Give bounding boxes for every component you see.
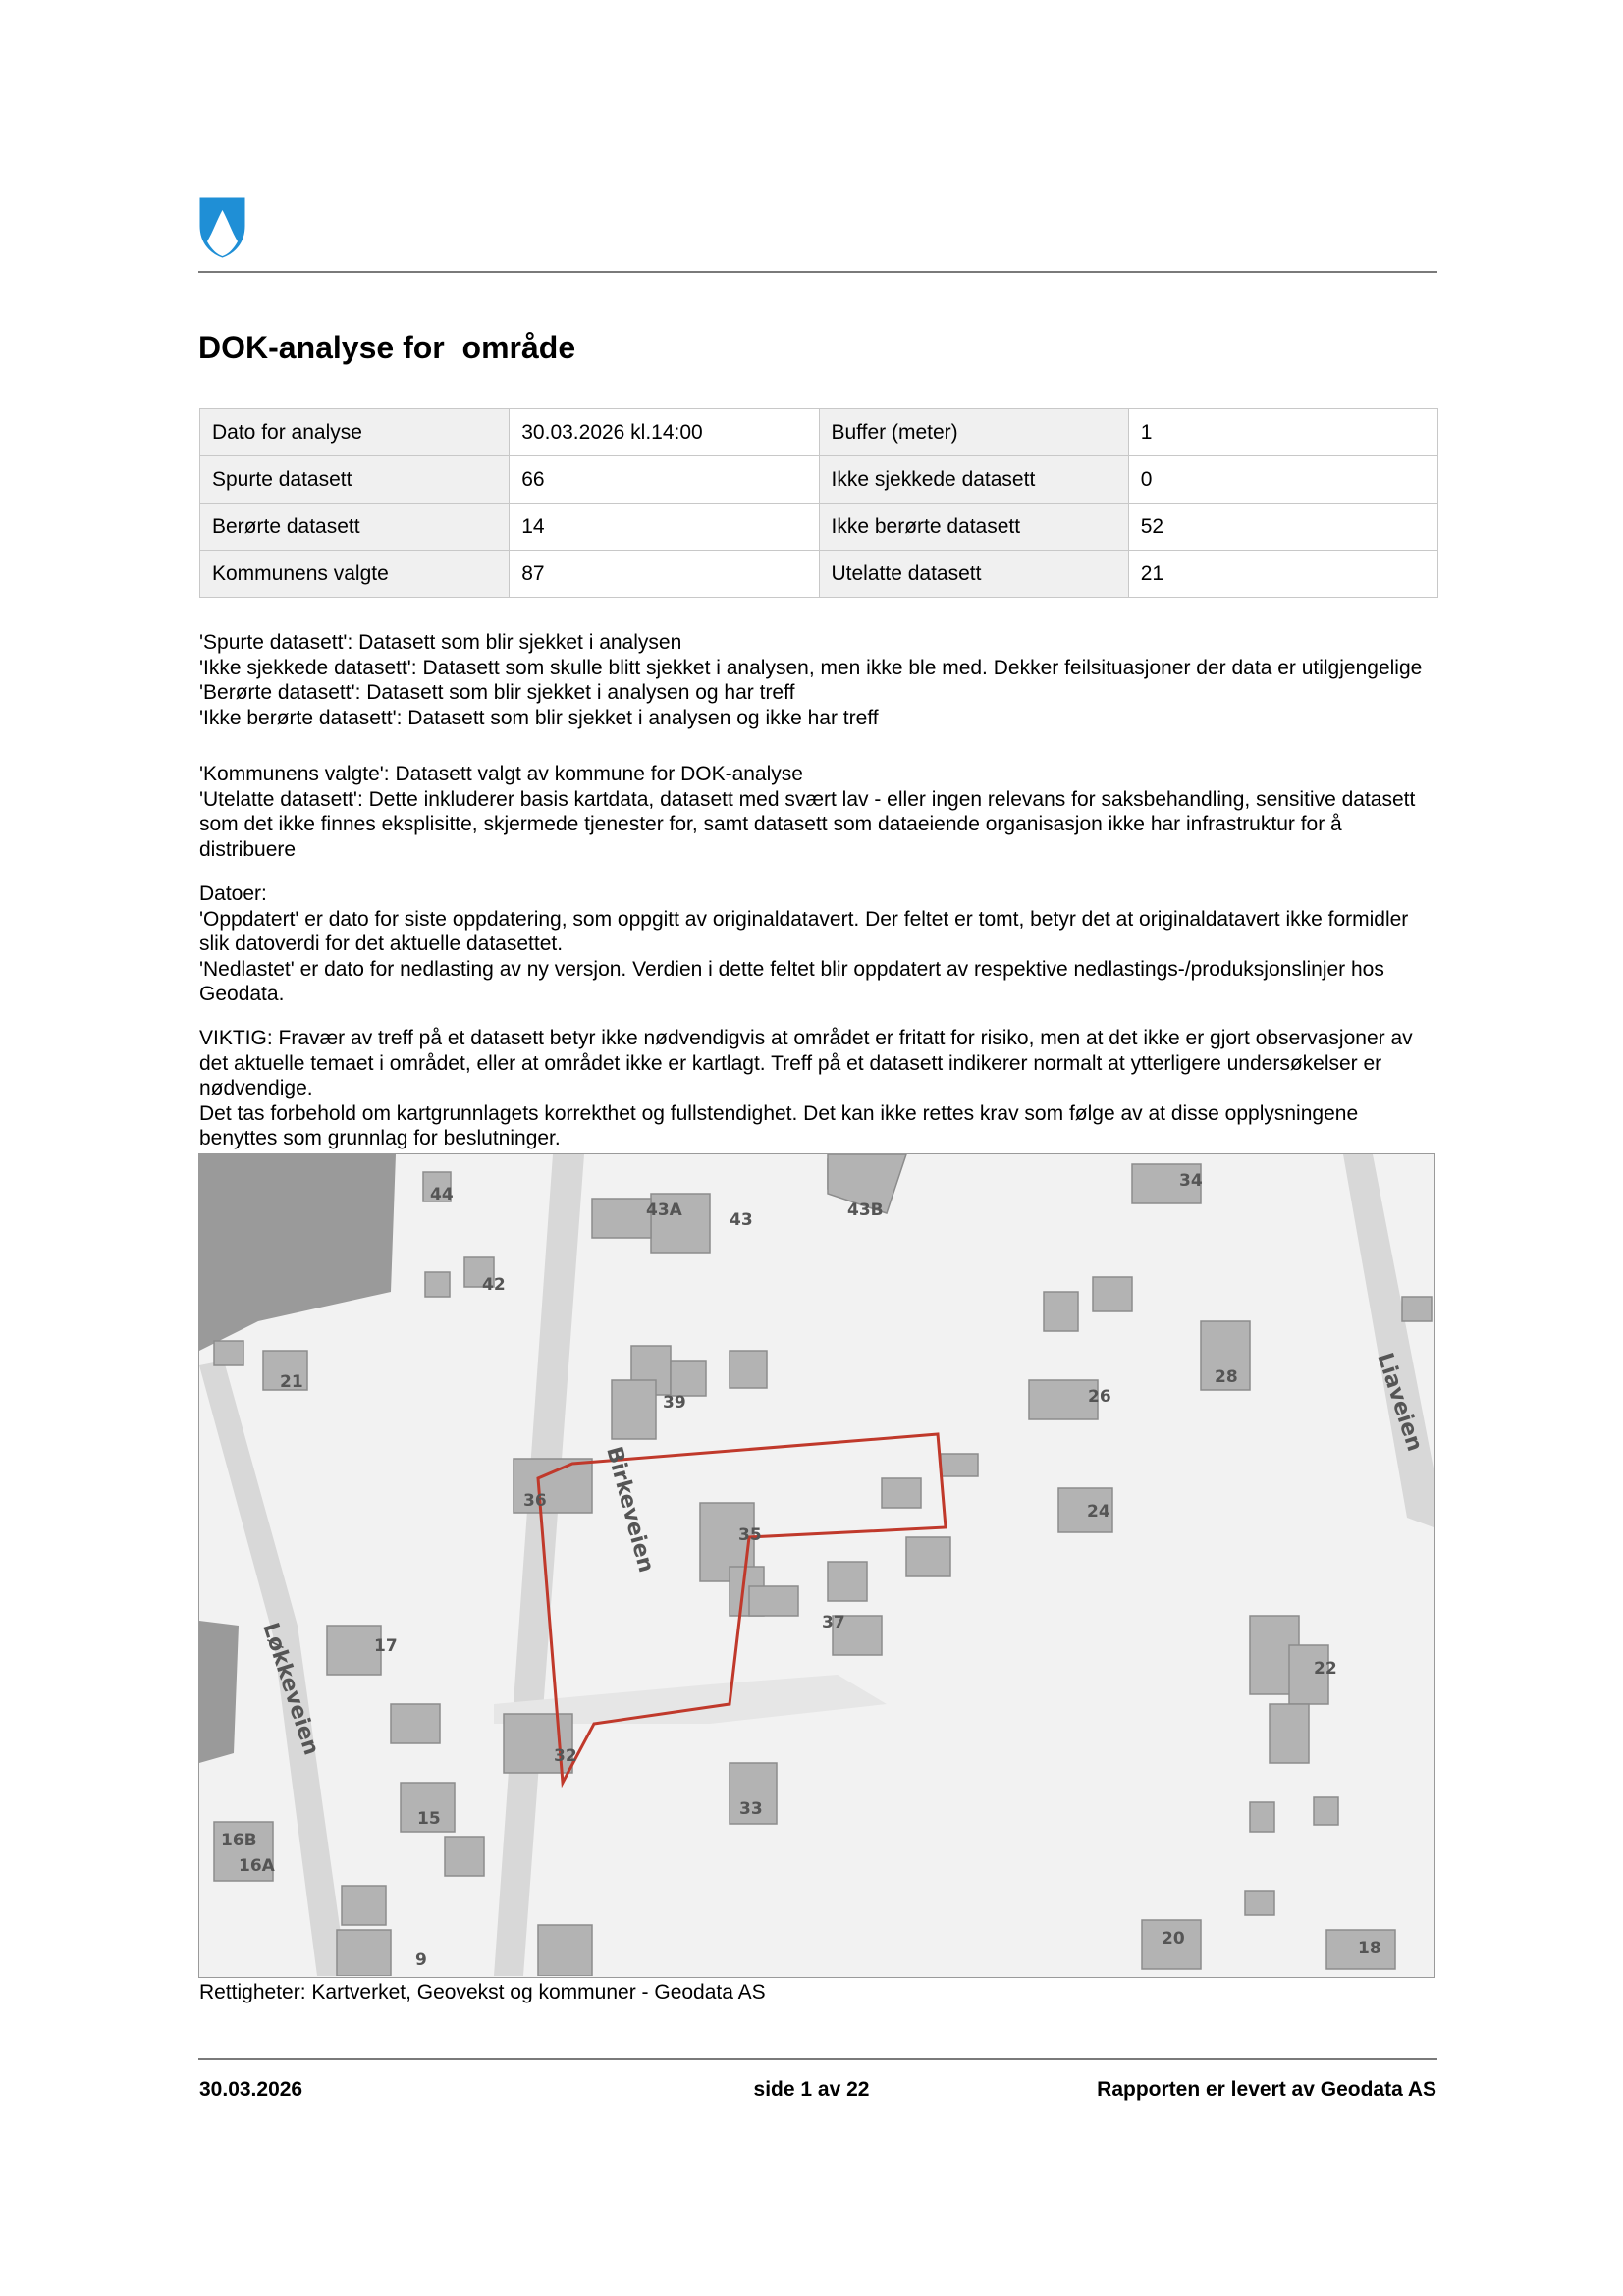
address-number: 35	[738, 1525, 762, 1545]
address-number: 34	[1179, 1171, 1203, 1191]
footer-date: 30.03.2026	[199, 2078, 303, 2101]
summary-table	[199, 408, 1438, 598]
road-liaveien	[1343, 1154, 1434, 1527]
dates-text: 'Oppdatert' er dato for siste oppdatering, som oppgitt av originaldatavert. Der feltet er tomt, betyr det at originaldatavert ikke formidler slik datoverdi for det aktuelle datasettet.	[199, 907, 1409, 955]
summary-label: Buffer (meter)	[819, 409, 1128, 456]
disclaimer-text: Det tas forbehold om kartgrunnlagets korrekthet og fullstendighet. Det kan ikke rettes krav som følge av at disse opplysningene benyttes som grunnlag for beslutninger.	[199, 1101, 1359, 1149]
address-number: 16A	[239, 1856, 275, 1876]
road-birkeveien	[494, 1154, 584, 1976]
address-number: 16B	[221, 1831, 257, 1850]
summary-label: Utelatte datasett	[819, 551, 1128, 598]
wooded-area	[199, 1154, 396, 1351]
road-label: Birkeveien	[601, 1444, 659, 1575]
disclaimer-text: VIKTIG: Fravær av treff på et datasett betyr ikke nødvendigvis at området er fritatt for risiko, men at det ikke er gjort observasjoner av det aktuelle temaet i området, eller at området ikke er kartlagt. Treff på et datasett indikerer normalt at ytterligere undersøkelser er nødvendige.	[199, 1027, 1413, 1099]
road-label: Løkkeveien	[257, 1620, 324, 1759]
address-number: 39	[663, 1393, 686, 1413]
map-view[interactable]	[198, 1153, 1435, 1978]
summary-label: Spurte datasett	[200, 456, 510, 504]
definitions-block	[199, 630, 1438, 730]
dates-text: 'Nedlastet' er dato for nedlasting av ny versjon. Verdien i dette feltet blir oppdatert av respektive nedlastings-/produksjonslinjer hos Geodata.	[199, 957, 1384, 1005]
dates-heading: Datoer:	[199, 882, 267, 905]
address-number: 18	[1358, 1939, 1381, 1958]
address-number: 9	[415, 1950, 427, 1970]
dates-block	[199, 881, 1438, 1007]
map-attribution: Rettigheter: Kartverket, Geovekst og kommuner - Geodata AS	[199, 1981, 766, 2003]
map-buildings	[214, 1154, 1432, 1976]
table-row	[200, 409, 1438, 456]
summary-value: 21	[1128, 551, 1437, 598]
address-number: 42	[482, 1275, 506, 1295]
summary-label: Ikke berørte datasett	[819, 504, 1128, 551]
definition-text: 'Spurte datasett': Datasett som blir sjekket i analysen	[199, 631, 682, 654]
address-number: 36	[523, 1491, 547, 1511]
address-number: 33	[739, 1799, 763, 1819]
address-number: 22	[1314, 1659, 1337, 1679]
table-row	[200, 504, 1438, 551]
address-number: 43	[730, 1210, 753, 1230]
definition-text: 'Kommunens valgte': Datasett valgt av kommune for DOK-analyse	[199, 763, 803, 785]
definition-text: 'Berørte datasett': Datasett som blir sjekket i analysen og har treff	[199, 681, 795, 704]
address-number: 32	[554, 1746, 577, 1766]
address-number: 44	[430, 1185, 454, 1204]
address-number: 17	[374, 1636, 398, 1656]
definition-text: 'Ikke sjekkede datasett': Datasett som skulle blitt sjekket i analysen, men ikke ble med. Dekker feilsituasjoner der data er utilgjengelige	[199, 656, 1423, 679]
address-number: 15	[417, 1809, 441, 1829]
summary-value: 1	[1128, 409, 1437, 456]
table-row	[200, 551, 1438, 598]
summary-value: 14	[510, 504, 819, 551]
address-number: 43A	[646, 1201, 682, 1220]
footer-divider	[198, 2058, 1437, 2060]
header-divider	[198, 271, 1437, 273]
summary-label: Dato for analyse	[200, 409, 510, 456]
summary-value: 87	[510, 551, 819, 598]
table-row	[200, 456, 1438, 504]
address-number: 37	[822, 1613, 845, 1632]
summary-label: Berørte datasett	[200, 504, 510, 551]
address-number: 24	[1087, 1502, 1110, 1522]
municipal-coat-of-arms-icon	[198, 196, 246, 259]
summary-label: Kommunens valgte	[200, 551, 510, 598]
address-number: 21	[280, 1372, 303, 1392]
definitions-block-2	[199, 762, 1438, 862]
road-label: Liaveien	[1372, 1350, 1428, 1455]
footer-provider: Rapporten er levert av Geodata AS	[1097, 2078, 1436, 2101]
page-title: DOK-analyse for område	[198, 330, 576, 365]
address-number: 28	[1215, 1367, 1238, 1387]
summary-value: 66	[510, 456, 819, 504]
definition-text: 'Utelatte datasett': Dette inkluderer basis kartdata, datasett med svært lav - eller ingen relevans for saksbehandling, sensitive datasett som det ikke finnes eksplisitte, skjermede tjenester for, samt datasett som dataeiende organisasjon ikke har infrastruktur for å distribuere	[199, 787, 1416, 861]
address-number: 26	[1088, 1387, 1111, 1407]
address-labels	[221, 1171, 1381, 1970]
wooded-area	[199, 1621, 239, 1763]
address-number: 20	[1162, 1929, 1185, 1949]
summary-value: 52	[1128, 504, 1437, 551]
disclaimer-block	[199, 1026, 1438, 1151]
definition-text: 'Ikke berørte datasett': Datasett som blir sjekket i analysen og ikke har treff	[199, 706, 879, 729]
summary-value: 0	[1128, 456, 1437, 504]
summary-value: 30.03.2026 kl.14:00	[510, 409, 819, 456]
footer-page-number: side 1 av 22	[753, 2078, 870, 2101]
address-number: 43B	[847, 1201, 884, 1220]
summary-label: Ikke sjekkede datasett	[819, 456, 1128, 504]
